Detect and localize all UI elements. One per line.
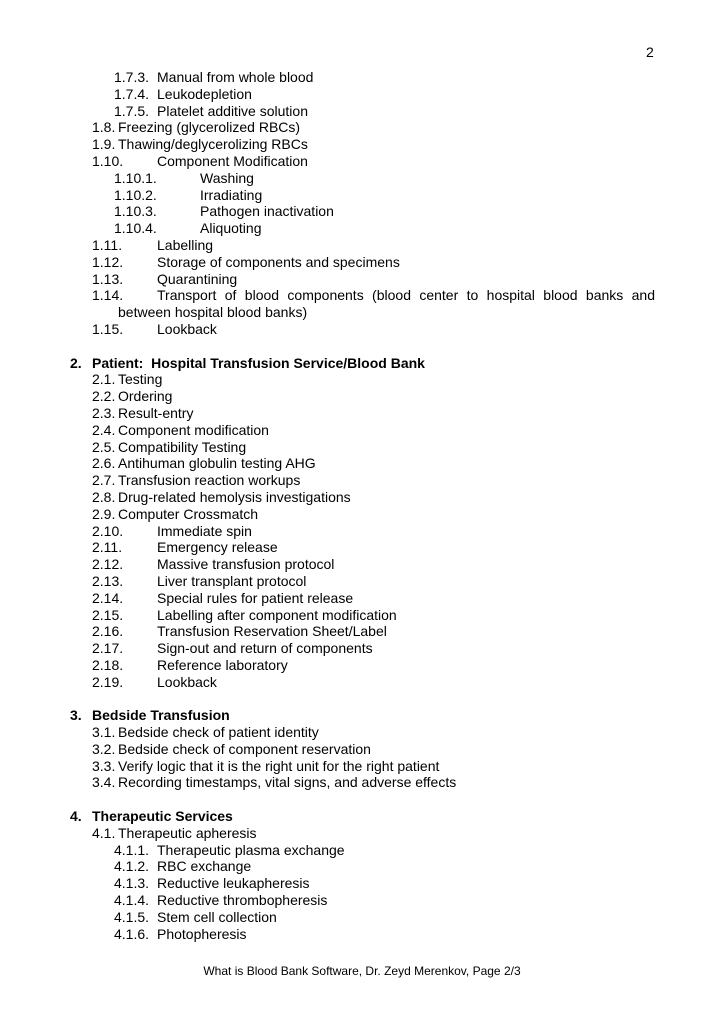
item-number: 2.1. <box>92 371 116 388</box>
outline-item <box>0 607 724 624</box>
item-number: 4.1. <box>92 824 116 841</box>
outline-item <box>0 774 724 791</box>
outline-item <box>0 590 724 607</box>
item-number: 4.1.4. <box>114 892 150 909</box>
item-number: 2.5. <box>92 438 116 455</box>
item-text: Irradiating <box>200 186 263 203</box>
item-number: 2.11. <box>92 539 123 556</box>
item-number: 3.1. <box>92 724 116 741</box>
item-text: Reference laboratory <box>157 656 288 673</box>
item-number: 2.8. <box>92 488 116 505</box>
item-number: 4.1.3. <box>114 875 150 892</box>
item-text: Component modification <box>118 421 269 438</box>
item-number: 2.17. <box>92 640 124 657</box>
outline-item <box>0 371 724 388</box>
item-text: Testing <box>118 371 163 388</box>
item-number: 1.11. <box>92 236 123 253</box>
outline-item <box>0 153 724 170</box>
item-number: 2.18. <box>92 656 124 673</box>
item-text: Lookback <box>157 320 217 337</box>
outline-item <box>0 254 724 271</box>
item-number: 2.3. <box>92 404 116 421</box>
item-number: 1.9. <box>92 136 116 153</box>
outline-item <box>0 237 724 254</box>
outline-item <box>0 455 724 472</box>
outline-item <box>0 422 724 439</box>
item-text: Stem cell collection <box>157 908 277 925</box>
item-text: Verify logic that it is the right unit for the right patient <box>118 757 440 774</box>
item-text: Transfusion reaction workups <box>118 472 301 489</box>
item-number: 4.1.1. <box>114 841 150 858</box>
section-heading <box>0 707 724 724</box>
item-text: Therapeutic plasma exchange <box>157 841 345 858</box>
item-number: 1.10.1. <box>114 169 157 186</box>
item-text: Transport of blood components (blood center to hospital blood banks and between hospital blood banks) <box>118 287 655 321</box>
outline-item <box>0 724 724 741</box>
item-text: Lookback <box>157 673 217 690</box>
item-text: Ordering <box>118 388 173 405</box>
outline-item <box>0 103 724 120</box>
item-text: Sign-out and return of components <box>157 640 373 657</box>
item-text: Freezing (glycerolized RBCs) <box>118 119 301 136</box>
item-text: Compatibility Testing <box>118 438 247 455</box>
item-text: Labelling after component modification <box>157 606 397 623</box>
item-text: Bedside check of component reservation <box>118 740 371 757</box>
item-text: Storage of components and specimens <box>157 253 400 270</box>
outline-item <box>0 439 724 456</box>
item-number: 1.10.2. <box>114 186 157 203</box>
item-text: Computer Crossmatch <box>118 505 259 522</box>
outline-item <box>0 623 724 640</box>
outline-item <box>0 187 724 204</box>
item-number: 1.13. <box>92 270 124 287</box>
document-outline <box>0 69 724 942</box>
item-text: Immediate spin <box>157 522 252 539</box>
item-text: Manual from whole blood <box>157 69 314 85</box>
item-number: 4.1.5. <box>114 908 150 925</box>
outline-item <box>0 842 724 859</box>
item-text: Quarantining <box>157 270 238 287</box>
item-number: 1.8. <box>92 119 116 136</box>
item-number: 1.7.4. <box>114 85 150 102</box>
outline-item <box>0 170 724 187</box>
item-number: 3.2. <box>92 740 116 757</box>
item-number: 2.2. <box>92 388 116 405</box>
outline-item <box>0 220 724 237</box>
item-text: Labelling <box>157 236 214 253</box>
outline-item <box>0 892 724 909</box>
item-number: 2.13. <box>92 572 124 589</box>
outline-item <box>0 321 724 338</box>
item-number: 2.6. <box>92 455 116 472</box>
section-number: 3. <box>70 707 82 724</box>
item-text: Massive transfusion protocol <box>157 556 335 573</box>
item-number: 2.19. <box>92 673 124 690</box>
item-number: 2.15. <box>92 606 124 623</box>
item-text: Drug-related hemolysis investigations <box>118 488 351 505</box>
item-number: 3.4. <box>92 774 116 791</box>
item-text: Emergency release <box>157 539 278 556</box>
item-number: 2.7. <box>92 472 116 489</box>
outline-item <box>0 287 724 321</box>
section-title: Bedside Transfusion <box>92 707 230 724</box>
item-text: Platelet additive solution <box>157 102 308 119</box>
item-text: Reductive leukapheresis <box>157 875 310 892</box>
outline-item <box>0 573 724 590</box>
item-text: Component Modification <box>157 152 308 169</box>
section-heading <box>0 355 724 372</box>
outline-item <box>0 858 724 875</box>
item-text: Leukodepletion <box>157 85 252 102</box>
outline-item <box>0 825 724 842</box>
item-text: Antihuman globulin testing AHG <box>118 455 316 472</box>
outline-item <box>0 86 724 103</box>
item-number: 3.3. <box>92 757 116 774</box>
item-number: 1.15. <box>92 320 124 337</box>
item-text: Liver transplant protocol <box>157 572 307 589</box>
item-text: Thawing/deglycerolizing RBCs <box>118 136 308 153</box>
outline-item <box>0 203 724 220</box>
item-text: Photopheresis <box>157 925 247 942</box>
item-number: 1.14. <box>92 287 124 304</box>
outline-item <box>0 657 724 674</box>
item-text: Result-entry <box>118 404 194 421</box>
section-heading <box>0 808 724 825</box>
outline-item <box>0 136 724 153</box>
page-number: 2 <box>646 44 654 60</box>
outline-item <box>0 271 724 288</box>
outline-item <box>0 69 724 86</box>
item-number: 1.12. <box>92 253 124 270</box>
item-number: 1.10.4. <box>114 220 157 237</box>
outline-item <box>0 674 724 691</box>
outline-item <box>0 926 724 943</box>
outline-item <box>0 556 724 573</box>
item-number: 1.7.5. <box>114 102 150 119</box>
item-text: Bedside check of patient identity <box>118 724 319 741</box>
item-text: Special rules for patient release <box>157 589 354 606</box>
item-text: Reductive thrombopheresis <box>157 892 328 909</box>
item-number: 1.10. <box>92 152 124 169</box>
outline-item <box>0 388 724 405</box>
item-number: 2.12. <box>92 556 124 573</box>
outline-item <box>0 119 724 136</box>
item-text: RBC exchange <box>157 858 252 875</box>
item-number: 2.14. <box>92 589 124 606</box>
section-title: Therapeutic Services <box>92 808 233 825</box>
item-text: Recording timestamps, vital signs, and adverse effects <box>118 774 457 791</box>
item-number: 4.1.2. <box>114 858 150 875</box>
item-number: 2.9. <box>92 505 116 522</box>
section-number: 4. <box>70 808 82 825</box>
item-number: 1.7.3. <box>114 69 150 85</box>
outline-item <box>0 539 724 556</box>
item-text: Aliquoting <box>200 220 262 237</box>
page-footer: What is Blood Bank Software, Dr. Zeyd Merenkov, Page 2/3 <box>203 964 521 978</box>
outline-item <box>0 405 724 422</box>
outline-item <box>0 489 724 506</box>
item-text: Therapeutic apheresis <box>118 824 257 841</box>
outline-item <box>0 472 724 489</box>
outline-item <box>0 506 724 523</box>
item-text: Pathogen inactivation <box>200 203 334 220</box>
item-number: 2.10. <box>92 522 124 539</box>
outline-item <box>0 741 724 758</box>
outline-item <box>0 909 724 926</box>
outline-item <box>0 758 724 775</box>
item-number: 4.1.6. <box>114 925 150 942</box>
outline-item <box>0 523 724 540</box>
item-text: Transfusion Reservation Sheet/Label <box>157 623 387 640</box>
outline-item <box>0 640 724 657</box>
item-number: 1.10.3. <box>114 203 157 220</box>
item-number: 2.16. <box>92 623 124 640</box>
section-number: 2. <box>70 354 82 371</box>
item-number: 2.4. <box>92 421 116 438</box>
outline-item <box>0 875 724 892</box>
item-text: Washing <box>200 169 254 186</box>
section-title: Patient: Hospital Transfusion Service/Blood Bank <box>92 354 425 371</box>
